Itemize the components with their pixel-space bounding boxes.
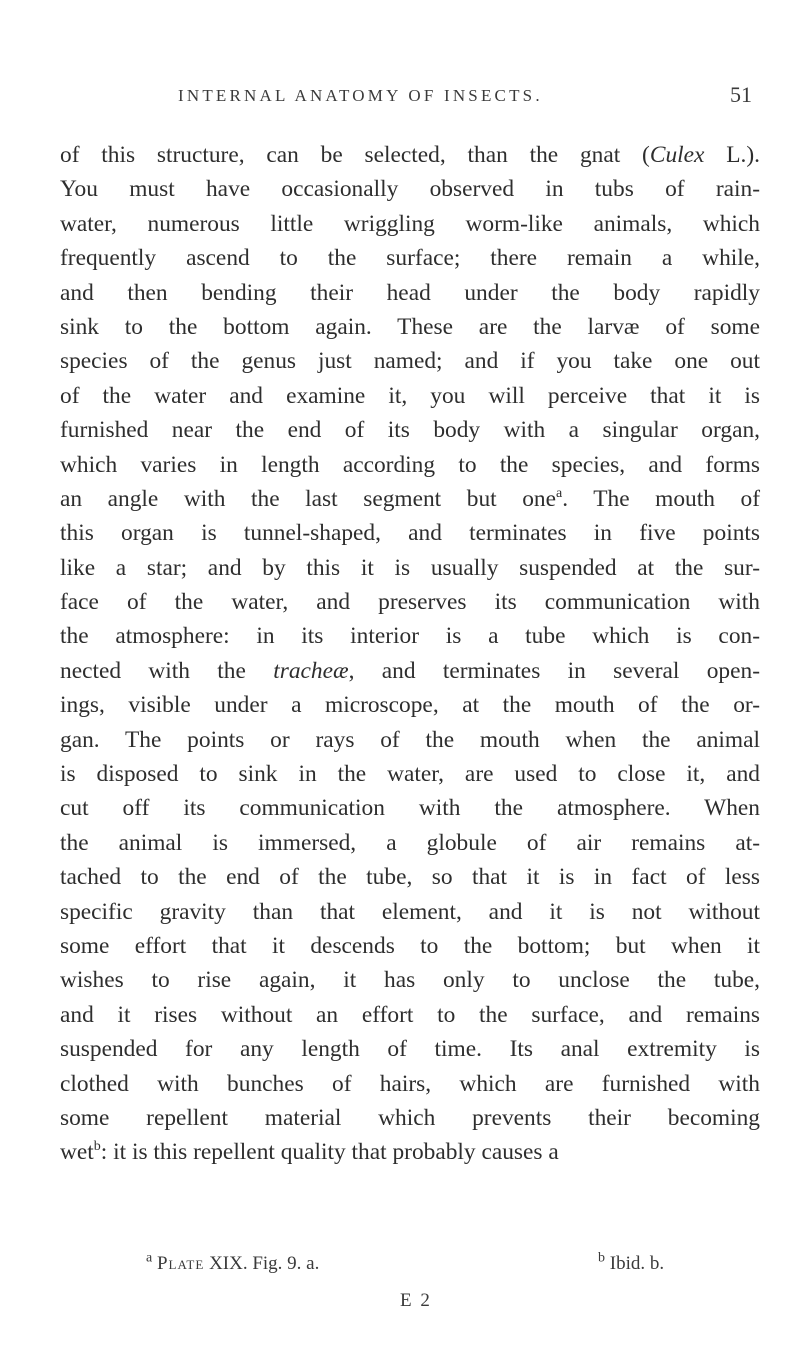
text-line: wishes to rise again, it has only to unclose the tube, [60,967,760,994]
text-line: of the water and examine it, you will perceive that it is [60,382,760,409]
text-line: gan. The points or rays of the mouth when the animal [60,726,760,753]
text-line: clothed with bunches of hairs, which are furnished with [60,1070,760,1097]
text-line: and it rises without an effort to the surface, and remains [60,1001,760,1028]
text-line: is disposed to sink in the water, are used to close it, and [60,761,760,788]
text-line: some repellent material which prevents their becoming [60,1104,760,1131]
footnotes [0,1250,800,1283]
text-line: tached to the end of the tube, so that it is in fact of less [60,864,760,891]
text-line: some effort that it descends to the bottom; but when it [60,932,760,959]
text-line: the atmosphere: in its interior is a tube which is con- [60,623,760,650]
text-line: ings, visible under a microscope, at the mouth of the or- [60,692,760,719]
text-line: nected with the tracheæ, and terminates in several open- [60,657,760,684]
text-line: of this structure, can be selected, than the gnat (Culex L.). [60,142,760,168]
footnote-a: $^a$ Plate XIX. Fig. 9. a. [146,1250,320,1274]
running-head-title: INTERNAL ANATOMY OF INSECTS. [178,86,543,105]
text-line: water, numerous little wriggling worm-like animals, which [60,210,760,237]
running-head [0,82,800,116]
text-line: this organ is tunnel-shaped, and terminates in five points [60,520,760,547]
footnote-ref-b: b [93,1139,101,1155]
text-line: frequently ascend to the surface; there remain a while, [60,245,760,272]
footnote-ref-a: a [556,486,563,502]
page-number: 51 [730,82,752,107]
text-line: which varies in length according to the species, and forms [60,451,760,478]
text-line: the animal is immersed, a globule of air remains at- [60,829,760,856]
text-line: sink to the bottom again. These are the larvæ of some [60,313,760,340]
footnote-b: $^b$ Ibid. b. [598,1250,665,1274]
text-line: You must have occasionally observed in tubs of rain- [60,176,760,203]
text-line: suspended for any length of time. Its anal extremity is [60,1036,760,1063]
body-text [60,138,760,1170]
text-line: furnished near the end of its body with a singular organ, [60,417,760,444]
text-line: wet$^b$: it is this repellent quality that probably causes a [60,1139,559,1166]
text-line: and then bending their head under the body rapidly [60,279,760,306]
text-line: like a star; and by this it is usually suspended at the sur- [60,554,760,581]
text-line: cut off its communication with the atmosphere. When [60,795,760,822]
text-line: species of the genus just named; and if you take one out [60,348,760,375]
text-line: face of the water, and preserves its communication with [60,589,760,616]
text-line: an angle with the last segment but one$^a$. The mouth of [60,485,760,512]
text-line: specific gravity than that element, and it is not without [60,898,760,925]
signature-mark: E 2 [400,1290,432,1311]
